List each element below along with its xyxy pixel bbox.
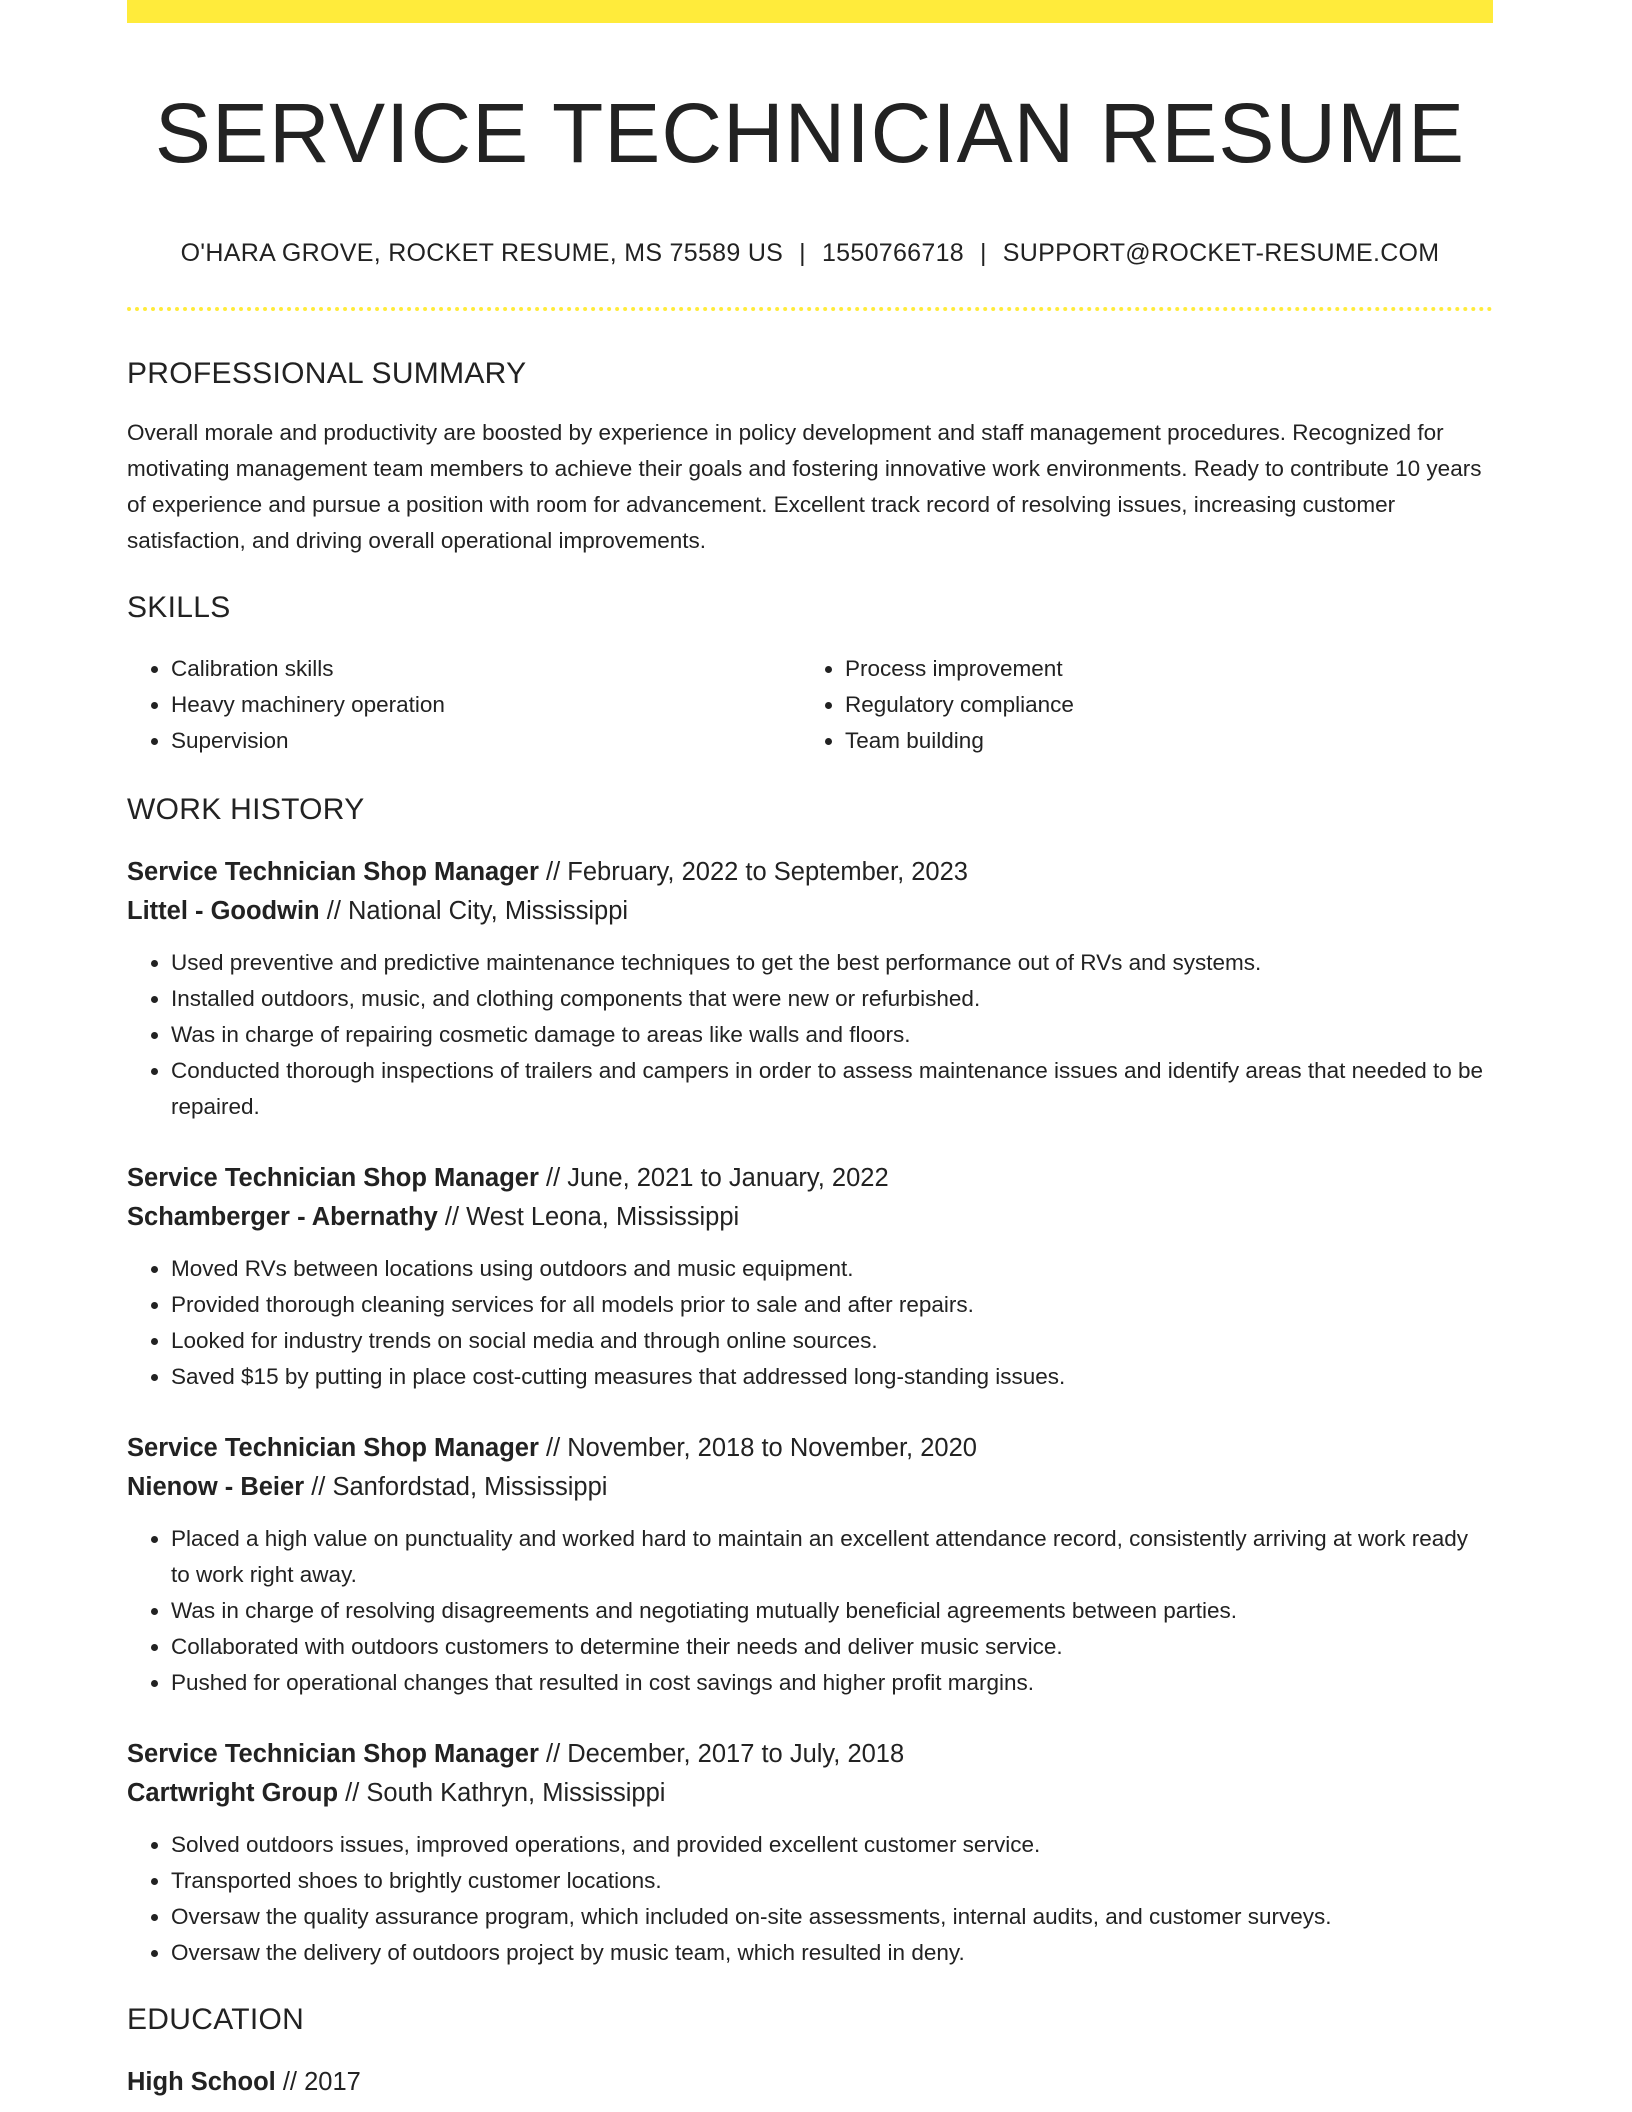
resume-title: SERVICE TECHNICIAN RESUME xyxy=(154,86,1466,180)
job-company: Nienow - Beier xyxy=(127,1473,305,1501)
education-heading: EDUCATION xyxy=(127,2003,305,2036)
job-entry xyxy=(127,1159,1493,1395)
job-bullet: • Oversaw the quality assurance program, which included on-site assessments, internal audits, and customer surveys. xyxy=(171,1899,1493,1935)
skills-grid xyxy=(127,651,1493,759)
job-bullet: • Was in charge of repairing cosmetic damage to areas like walls and floors. xyxy=(171,1017,1493,1053)
job-location: // Sanfordstad, Mississippi xyxy=(311,1473,608,1501)
job-bullet: • Was in charge of resolving disagreements and negotiating mutually beneficial agreements between parties. xyxy=(171,1593,1493,1629)
contact-separator: | xyxy=(980,239,987,267)
job-company-line xyxy=(127,1468,1493,1507)
education-year: // 2017 xyxy=(282,2068,361,2096)
job-dates: // December, 2017 to July, 2018 xyxy=(546,1740,905,1768)
skills-right-list xyxy=(801,651,1493,759)
job-entry xyxy=(127,1429,1493,1701)
job-company-line xyxy=(127,1198,1493,1237)
job-bullet: • Pushed for operational changes that resulted in cost savings and higher profit margins. xyxy=(171,1665,1493,1701)
education-line xyxy=(127,2063,1493,2102)
skill-item: • Regulatory compliance xyxy=(845,687,1493,723)
skill-item: • Supervision xyxy=(171,723,801,759)
job-bullet: • Conducted thorough inspections of trailers and campers in order to assess maintenance issues and identify areas that needed to be repaired. xyxy=(171,1053,1493,1125)
job-title: Service Technician Shop Manager xyxy=(127,1434,539,1462)
contact-phone[interactable]: 1550766718 xyxy=(821,239,964,267)
job-dates: // November, 2018 to November, 2020 xyxy=(546,1434,977,1462)
job-bullets xyxy=(127,945,1493,1125)
job-company: Schamberger - Abernathy xyxy=(127,1203,438,1231)
job-bullets xyxy=(127,1827,1493,1971)
job-title: Service Technician Shop Manager xyxy=(127,858,539,886)
job-bullet: • Solved outdoors issues, improved operations, and provided excellent customer service. xyxy=(171,1827,1493,1863)
job-title-line xyxy=(127,1735,1493,1774)
job-bullet: • Collaborated with outdoors customers to determine their needs and deliver music service. xyxy=(171,1629,1493,1665)
job-bullet: • Oversaw the delivery of outdoors project by music team, which resulted in deny. xyxy=(171,1935,1493,1971)
job-company: Littel - Goodwin xyxy=(127,897,320,925)
top-accent-bar xyxy=(127,0,1493,23)
job-bullet: • Placed a high value on punctuality and worked hard to maintain an excellent attendance record, consistently arriving at work ready to work right away. xyxy=(171,1521,1493,1593)
job-dates: // June, 2021 to January, 2022 xyxy=(546,1164,889,1192)
job-title-line xyxy=(127,853,1493,892)
resume-page xyxy=(127,0,1493,2102)
job-bullets xyxy=(127,1521,1493,1701)
work-history-heading: WORK HISTORY xyxy=(127,793,365,826)
skill-item: • Process improvement xyxy=(845,651,1493,687)
job-location: // West Leona, Mississippi xyxy=(444,1203,740,1231)
job-entry xyxy=(127,853,1493,1125)
job-bullets xyxy=(127,1251,1493,1395)
job-dates: // February, 2022 to September, 2023 xyxy=(546,858,968,886)
contact-address: O'HARA GROVE, ROCKET RESUME, MS 75589 US xyxy=(180,239,784,267)
job-company-line xyxy=(127,892,1493,931)
job-title-line xyxy=(127,1429,1493,1468)
dotted-divider xyxy=(127,307,1493,311)
summary-heading: PROFESSIONAL SUMMARY xyxy=(127,357,527,390)
job-bullet: • Used preventive and predictive maintenance techniques to get the best performance out of RVs and systems. xyxy=(171,945,1493,981)
contact-separator: | xyxy=(799,239,806,267)
job-bullet: • Installed outdoors, music, and clothing components that were new or refurbished. xyxy=(171,981,1493,1017)
job-location: // National City, Mississippi xyxy=(326,897,629,925)
job-title: Service Technician Shop Manager xyxy=(127,1740,539,1768)
contact-line xyxy=(127,237,1493,269)
job-company: Cartwright Group xyxy=(127,1779,339,1807)
skills-left-list xyxy=(127,651,801,759)
job-bullet: • Provided thorough cleaning services for all models prior to sale and after repairs. xyxy=(171,1287,1493,1323)
job-company-line xyxy=(127,1774,1493,1813)
job-entry xyxy=(127,1735,1493,1971)
skill-item: • Calibration skills xyxy=(171,651,801,687)
job-title: Service Technician Shop Manager xyxy=(127,1164,539,1192)
job-title-line xyxy=(127,1159,1493,1198)
summary-text: Overall morale and productivity are boosted by experience in policy development and staff management procedures. Recognized for motivating management team members to achieve their goals and fostering innovative work environments. Ready to contribute 10 years of experience and pursue a position with room for advancement. Excellent track record of resolving issues, increasing customer satisfaction, and driving overall operational improvements. xyxy=(127,420,1482,553)
job-bullet: • Moved RVs between locations using outdoors and music equipment. xyxy=(171,1251,1493,1287)
job-bullet: • Transported shoes to brightly customer locations. xyxy=(171,1863,1493,1899)
skill-item: • Team building xyxy=(845,723,1493,759)
skills-heading: SKILLS xyxy=(127,591,231,624)
education-degree: High School xyxy=(127,2068,276,2096)
job-location: // South Kathryn, Mississippi xyxy=(345,1779,666,1807)
contact-email[interactable]: SUPPORT@ROCKET-RESUME.COM xyxy=(1002,239,1440,267)
job-bullet: • Looked for industry trends on social media and through online sources. xyxy=(171,1323,1493,1359)
skill-item: • Heavy machinery operation xyxy=(171,687,801,723)
job-bullet: • Saved $15 by putting in place cost-cutting measures that addressed long-standing issues. xyxy=(171,1359,1493,1395)
